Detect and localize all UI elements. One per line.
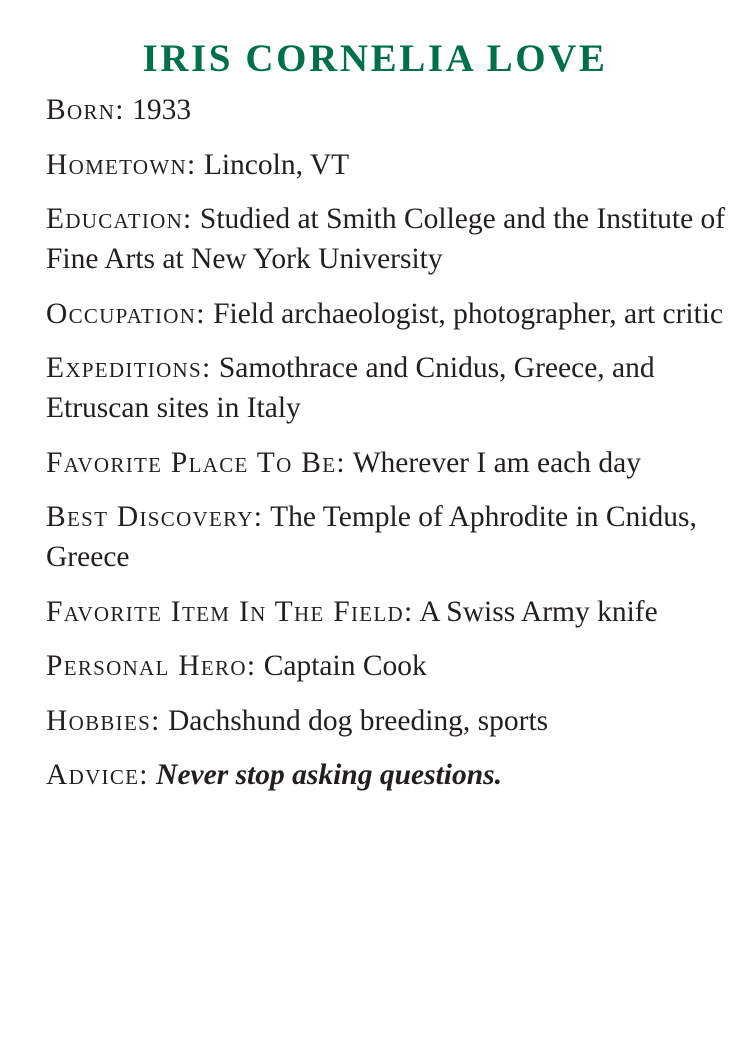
fact-personal-hero bbox=[46, 646, 726, 686]
fact-label: Born: bbox=[46, 94, 125, 126]
fact-value: Field archaeologist, photographer, art critic bbox=[213, 297, 724, 330]
fact-born bbox=[46, 90, 726, 130]
fact-education bbox=[46, 199, 726, 279]
fact-advice bbox=[46, 755, 726, 795]
fact-hometown bbox=[46, 145, 726, 185]
fact-label: Hobbies: bbox=[46, 704, 161, 737]
fact-favorite-item bbox=[46, 592, 726, 632]
fact-value: Never stop asking questions. bbox=[156, 759, 502, 791]
fact-label: Advice: bbox=[46, 759, 149, 791]
profile-title: IRIS CORNELIA LOVE bbox=[142, 37, 608, 80]
fact-label: Favorite Item In The Field: bbox=[46, 595, 414, 628]
fact-value: 1933 bbox=[132, 94, 192, 126]
facts-list bbox=[46, 90, 726, 810]
fact-value: Dachshund dog breeding, sports bbox=[167, 704, 549, 737]
fact-label: Occupation: bbox=[46, 297, 206, 330]
fact-value: Lincoln, VT bbox=[203, 148, 350, 181]
fact-value: Samothrace and Cnidus, Greece, and Etruscan sites in Italy bbox=[46, 352, 655, 424]
fact-value: Captain Cook bbox=[263, 650, 427, 682]
fact-occupation bbox=[46, 294, 726, 334]
fact-favorite-place bbox=[46, 443, 726, 483]
fact-label: Education: bbox=[46, 203, 193, 235]
fact-hobbies bbox=[46, 701, 726, 741]
fact-label: Hometown: bbox=[46, 148, 197, 181]
fact-expeditions bbox=[46, 348, 726, 428]
fact-value: Studied at Smith College and the Institute of Fine Arts at New York University bbox=[46, 203, 726, 275]
fact-label: Personal Hero: bbox=[46, 650, 257, 682]
fact-label: Expeditions: bbox=[46, 352, 212, 384]
fact-value: A Swiss Army knife bbox=[419, 595, 658, 628]
fact-best-discovery bbox=[46, 497, 726, 577]
fact-label: Favorite Place To Be: bbox=[46, 446, 346, 479]
fact-value: Wherever I am each day bbox=[352, 446, 641, 479]
fact-value: The Temple of Aphrodite in Cnidus, Greece bbox=[46, 501, 697, 573]
fact-label: Best Discovery: bbox=[46, 501, 264, 533]
